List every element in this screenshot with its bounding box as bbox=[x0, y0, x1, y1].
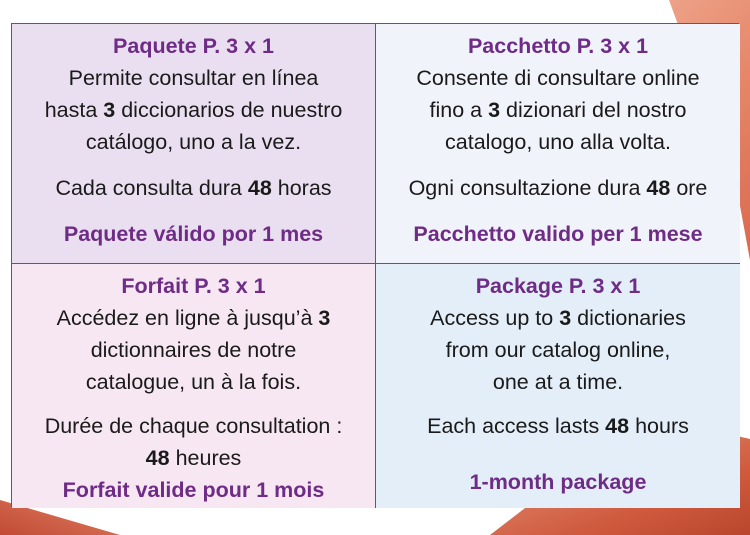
validity-text: Pacchetto valido per 1 mese bbox=[413, 222, 703, 246]
duration-line: Durée de chaque consultation : bbox=[44, 414, 343, 438]
card-description bbox=[45, 62, 343, 158]
card-description bbox=[430, 302, 686, 398]
text-span: Access up to bbox=[430, 306, 560, 330]
description-line bbox=[45, 94, 343, 126]
duration-hours: 48 bbox=[605, 414, 630, 438]
description-line bbox=[416, 94, 699, 126]
text-span: diccionarios de nuestro bbox=[115, 98, 343, 122]
validity-text: Forfait valide pour 1 mois bbox=[62, 478, 325, 502]
duration-hours: 48 bbox=[247, 176, 272, 200]
text-span: hasta bbox=[44, 98, 104, 122]
duration-hours: 48 bbox=[145, 446, 170, 470]
dictionary-count: 3 bbox=[488, 98, 501, 122]
text-span: Each access lasts bbox=[427, 414, 606, 438]
description-line: dictionnaires de notre bbox=[90, 338, 297, 362]
description-line: one at a time. bbox=[492, 370, 624, 394]
package-card-spanish bbox=[12, 24, 376, 264]
text-span: ore bbox=[670, 176, 708, 200]
card-title: Pacchetto P. 3 x 1 bbox=[467, 34, 649, 58]
text-span: dizionari del nostro bbox=[500, 98, 687, 122]
text-span: fino a bbox=[429, 98, 489, 122]
text-span: dictionaries bbox=[571, 306, 686, 330]
description-line: catalogo, uno alla volta. bbox=[445, 130, 671, 154]
dictionary-count: 3 bbox=[559, 306, 572, 330]
description-line: catalogue, un à la fois. bbox=[85, 370, 302, 394]
package-card-french bbox=[12, 264, 376, 508]
dictionary-count: 3 bbox=[103, 98, 116, 122]
description-line: Consente di consultare online bbox=[416, 66, 700, 90]
card-description bbox=[57, 302, 331, 398]
card-title: Forfait P. 3 x 1 bbox=[121, 274, 266, 298]
description-line: catálogo, uno a la vez. bbox=[85, 130, 302, 154]
description-line bbox=[430, 302, 686, 334]
duration-text bbox=[55, 172, 331, 204]
duration-line bbox=[45, 442, 343, 474]
duration-text bbox=[409, 172, 708, 204]
text-span: Cada consulta dura bbox=[55, 176, 248, 200]
package-card-english bbox=[376, 264, 740, 508]
text-span: Accédez en ligne à jusqu’à bbox=[56, 306, 319, 330]
duration-text bbox=[45, 410, 343, 474]
validity-text: 1-month package bbox=[469, 470, 647, 494]
text-span: Ogni consultazione dura bbox=[408, 176, 647, 200]
dictionary-count: 3 bbox=[318, 306, 331, 330]
card-description bbox=[416, 62, 699, 158]
duration-text bbox=[427, 410, 689, 442]
description-line: Permite consultar en línea bbox=[68, 66, 319, 90]
package-grid bbox=[11, 23, 739, 507]
description-line: from our catalog online, bbox=[445, 338, 671, 362]
description-line bbox=[57, 302, 331, 334]
card-title: Package P. 3 x 1 bbox=[475, 274, 641, 298]
text-span: horas bbox=[271, 176, 332, 200]
package-card-italian bbox=[376, 24, 740, 264]
duration-hours: 48 bbox=[646, 176, 671, 200]
validity-text: Paquete válido por 1 mes bbox=[63, 222, 324, 246]
text-span: heures bbox=[169, 446, 242, 470]
card-title: Paquete P. 3 x 1 bbox=[113, 34, 274, 58]
text-span: hours bbox=[629, 414, 689, 438]
